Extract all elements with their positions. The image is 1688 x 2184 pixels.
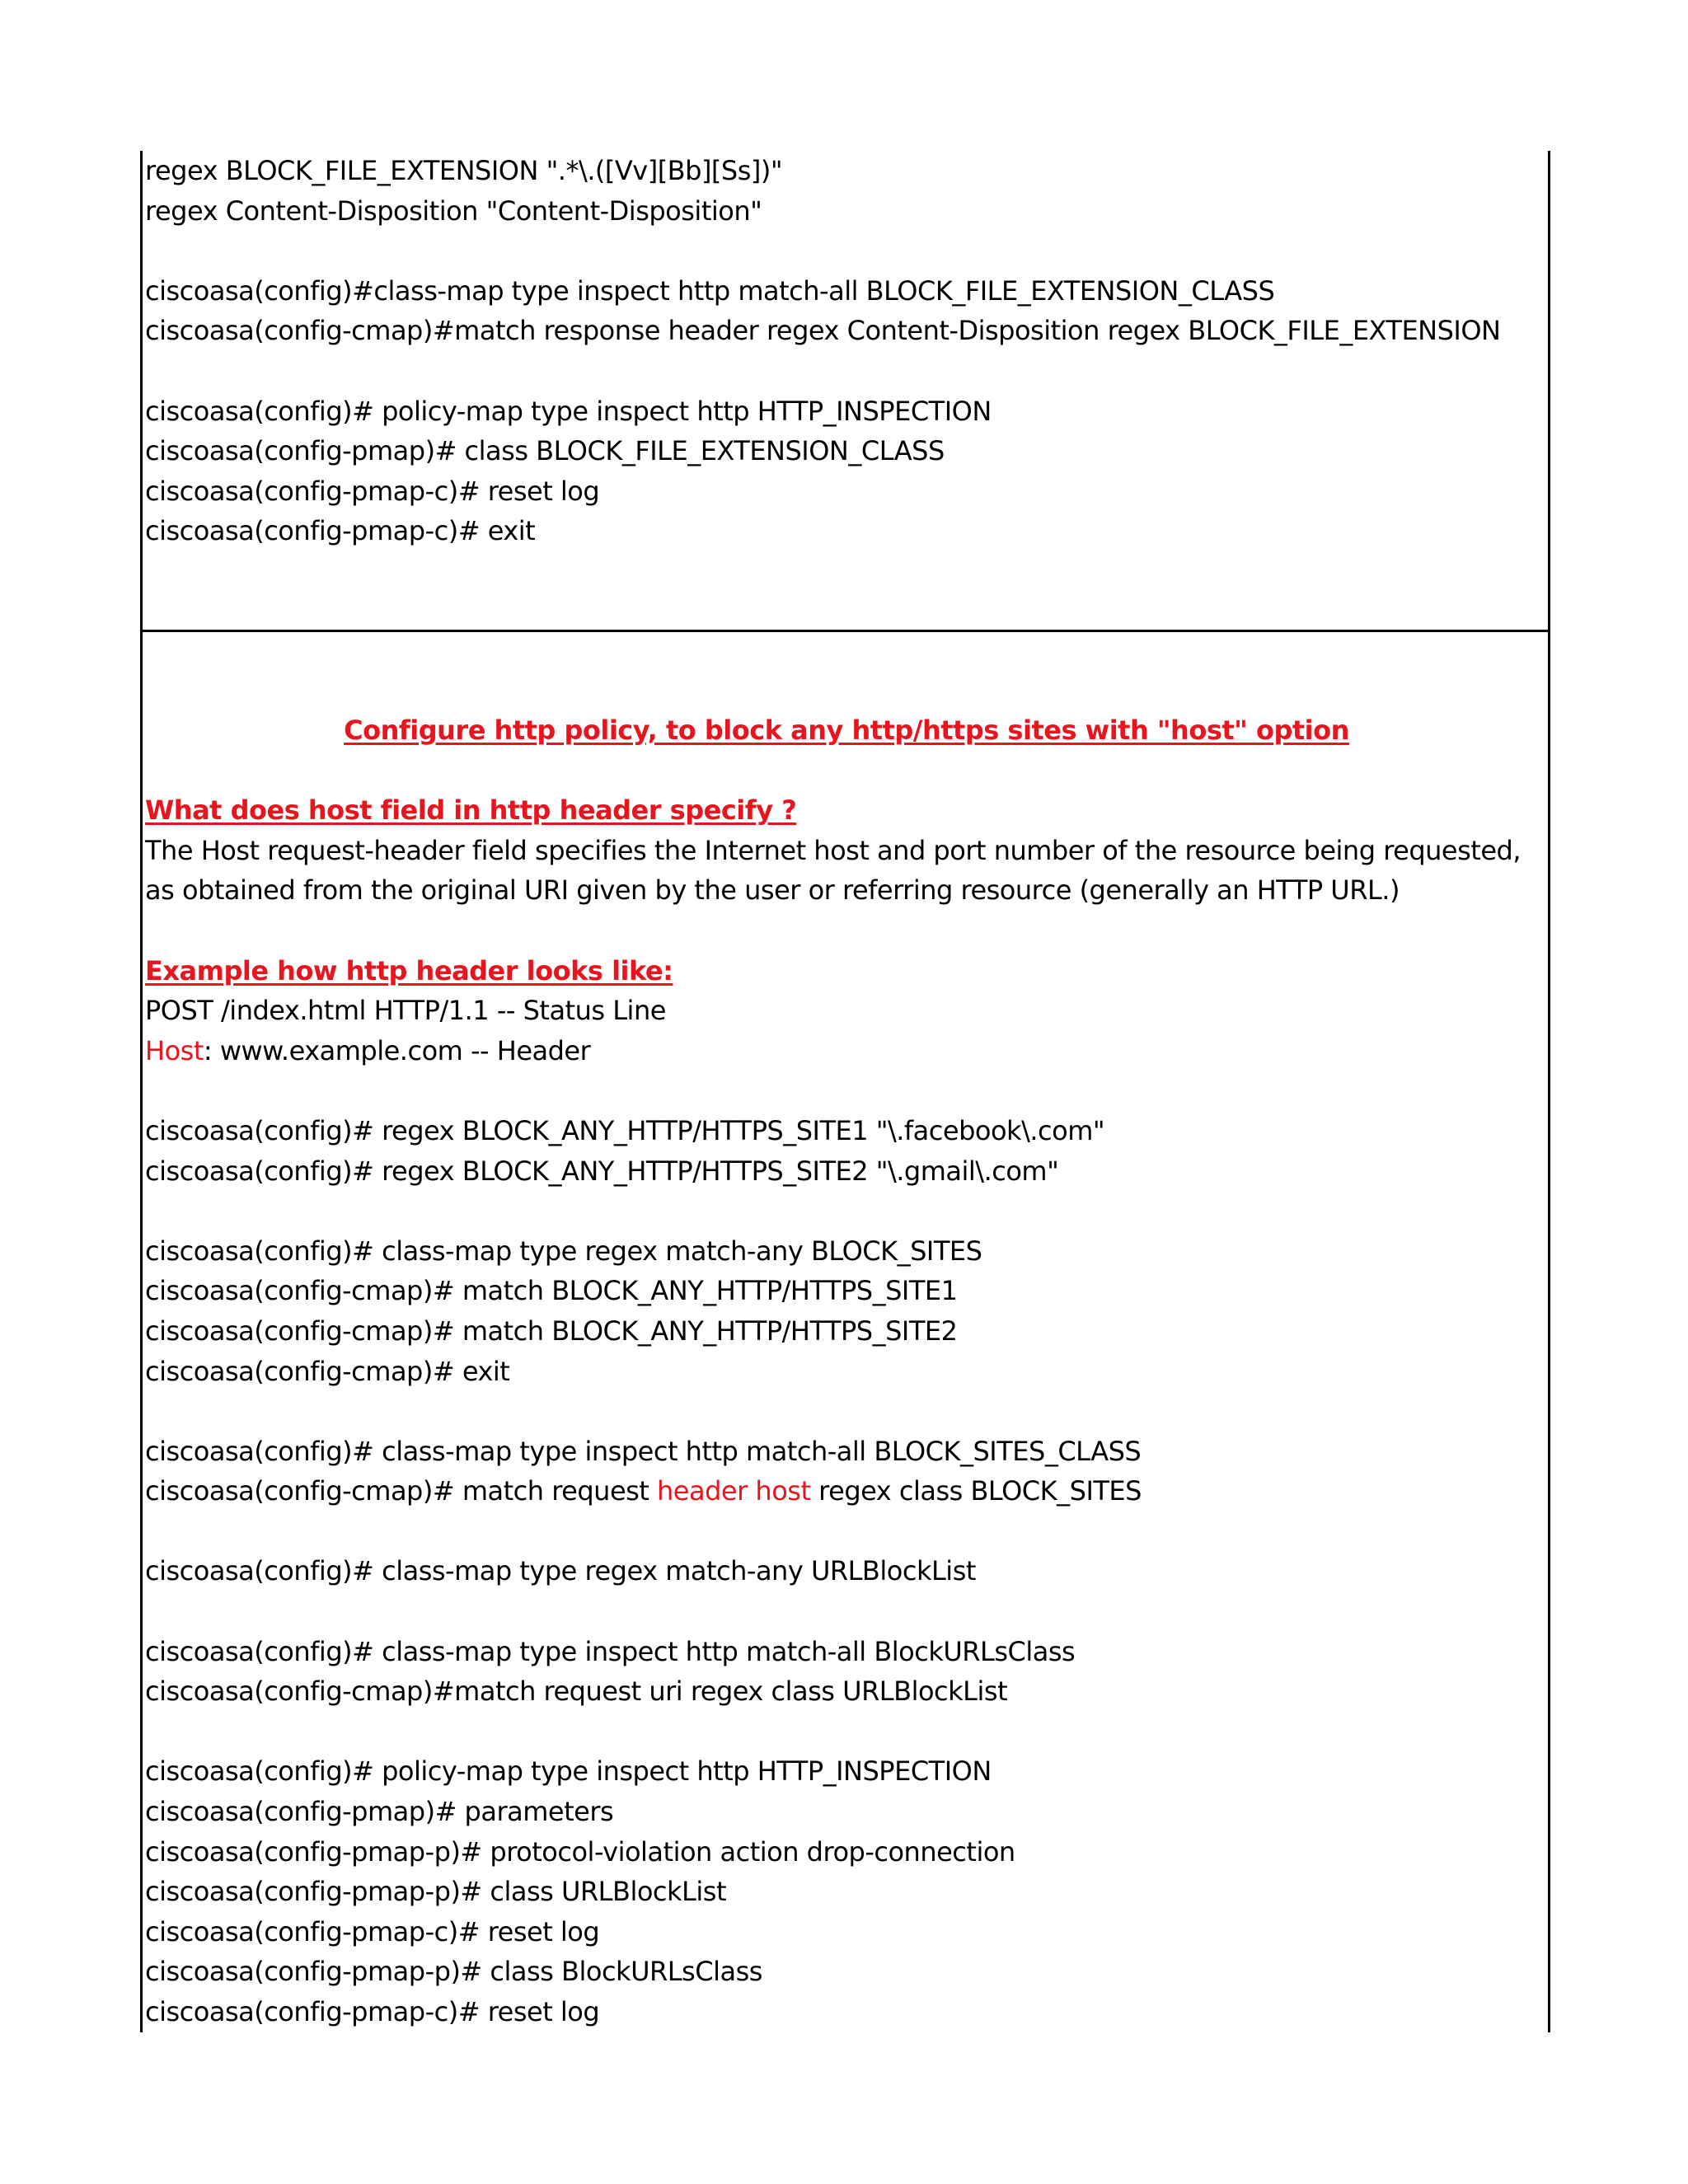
config-line: ciscoasa(config-cmap)# match BLOCK_ANY_HTTP/HTTPS_SITE1: [145, 1275, 958, 1307]
header-host-highlight: header host: [657, 1475, 811, 1507]
host-value: : www.example.com -- Header: [203, 1034, 591, 1066]
example-heading: Example how http header looks like:: [145, 954, 673, 987]
blank-line: [145, 1712, 1548, 1752]
config-line: ciscoasa(config-pmap-c)# reset log: [145, 1996, 600, 2027]
config-line: ciscoasa(config-cmap)#match response header regex Content-Disposition regex BLOCK_FILE_EXTENSION: [145, 315, 1501, 347]
config-line: ciscoasa(config)# class-map type regex match-any URLBlockList: [145, 1555, 976, 1587]
blank-line: [145, 1071, 1548, 1111]
config-line: ciscoasa(config)# class-map type inspect http match-all BLOCK_SITES_CLASS: [145, 1435, 1142, 1467]
blank-line: [145, 1391, 1548, 1432]
config-line: ciscoasa(config-pmap-c)# reset log: [145, 1915, 600, 1947]
config-line: ciscoasa(config-cmap)# exit: [145, 1355, 510, 1387]
match-request-prefix: ciscoasa(config-cmap)# match request: [145, 1475, 658, 1507]
config-line: ciscoasa(config)# class-map type regex match-any BLOCK_SITES: [145, 1235, 982, 1267]
host-keyword: Host: [145, 1034, 204, 1066]
config-line: ciscoasa(config-cmap)# match BLOCK_ANY_HTTP/HTTPS_SITE2: [145, 1315, 958, 1347]
config-line: ciscoasa(config-pmap)# class BLOCK_FILE_EXTENSION_CLASS: [145, 435, 945, 467]
blank-line: [145, 1591, 1548, 1632]
blank-line: [145, 1191, 1548, 1231]
config-line: ciscoasa(config-pmap-c)# reset log: [145, 475, 600, 507]
config-line: ciscoasa(config)# policy-map type inspect http HTTP_INSPECTION: [145, 395, 992, 427]
section-title: Configure http policy, to block any http/https sites with "host" option: [344, 715, 1349, 746]
blank-line: [145, 351, 1548, 391]
example-status-line: POST /index.html HTTP/1.1 -- Status Line: [145, 995, 666, 1027]
blank-line: [145, 751, 1548, 791]
section-host-policy: [145, 710, 1548, 2032]
config-line: ciscoasa(config-pmap)# parameters: [145, 1796, 614, 1828]
section-file-extension-config: [145, 151, 1548, 551]
config-line: ciscoasa(config-cmap)#match request uri regex class URLBlockList: [145, 1675, 1008, 1708]
config-line: ciscoasa(config)# class-map type inspect http match-all BlockURLsClass: [145, 1635, 1076, 1667]
config-line: ciscoasa(config-pmap-p)# class URLBlockList: [145, 1876, 726, 1908]
config-line: regex Content-Disposition "Content-Disposition": [145, 194, 762, 227]
config-line: ciscoasa(config-pmap-c)# exit: [145, 515, 536, 547]
config-line: ciscoasa(config-pmap-p)# protocol-violation action drop-connection: [145, 1835, 1015, 1868]
host-field-answer: The Host request-header field specifies the Internet host and port number of the resource being requested, as obtained from the original URI given by the user or referring resource (generally an HTTP URL.): [145, 834, 1521, 907]
match-request-suffix: regex class BLOCK_SITES: [810, 1475, 1142, 1507]
section-divider: [140, 630, 1550, 632]
config-line: ciscoasa(config)# regex BLOCK_ANY_HTTP/HTTPS_SITE1 "\.facebook\.com": [145, 1114, 1105, 1146]
config-line: ciscoasa(config-pmap-p)# class BlockURLsClass: [145, 1956, 762, 1988]
match-request-line: [145, 1471, 1548, 1511]
blank-line: [145, 1511, 1548, 1552]
blank-line: [145, 911, 1548, 951]
blank-line: [145, 231, 1548, 271]
config-line: ciscoasa(config)# regex BLOCK_ANY_HTTP/HTTPS_SITE2 "\.gmail\.com": [145, 1155, 1059, 1187]
config-line: regex BLOCK_FILE_EXTENSION ".*\.([Vv][Bb][Ss])": [145, 155, 783, 186]
config-line: ciscoasa(config)#class-map type inspect http match-all BLOCK_FILE_EXTENSION_CLASS: [145, 274, 1275, 307]
example-host-line: [145, 1031, 1548, 1071]
host-field-question: What does host field in http header specify ?: [145, 794, 797, 827]
config-line: ciscoasa(config)# policy-map type inspect http HTTP_INSPECTION: [145, 1755, 992, 1788]
